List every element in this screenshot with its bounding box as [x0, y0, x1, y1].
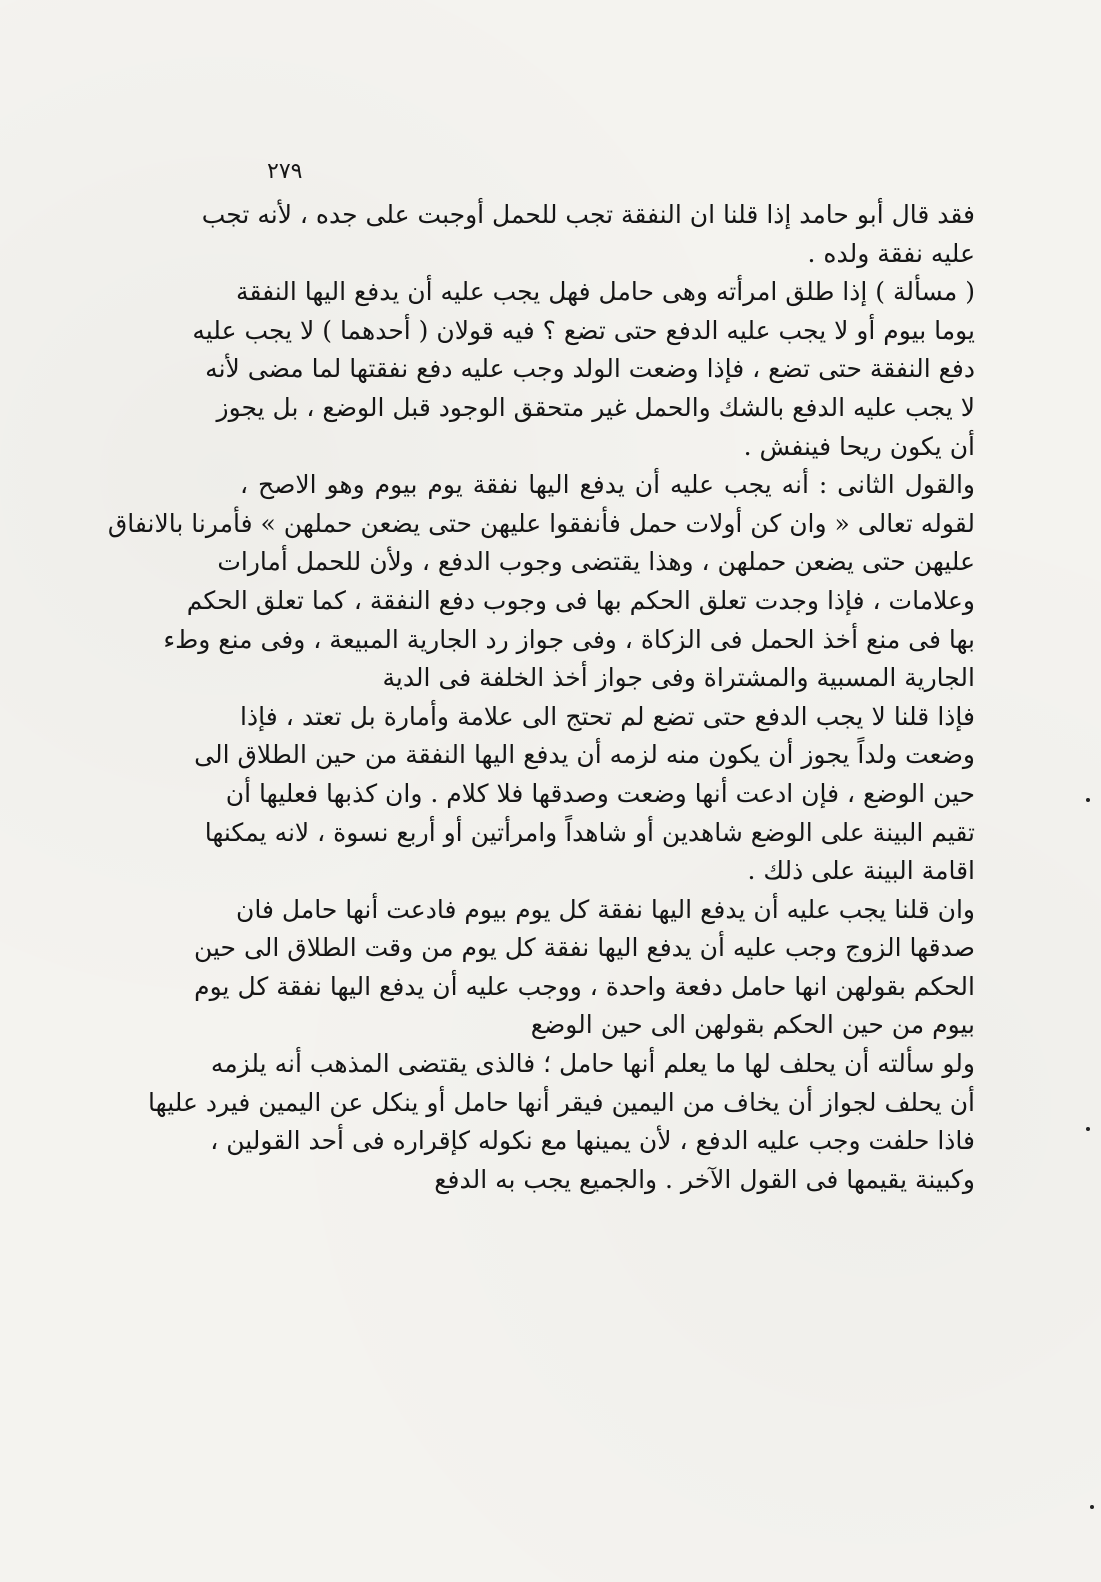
text-line: أن يحلف لجواز أن يخاف من اليمين فيقر أنها حامل أو ينكل عن اليمين فيرد عليها	[148, 1087, 975, 1117]
text-line: وضعت ولداً يجوز أن يكون منه لزمه أن يدفع اليها النفقة من حين الطلاق الى	[194, 740, 975, 770]
text-line: ( مسألة ) إذا طلق امرأته وهى حامل فهل يجب عليه أن يدفع اليها النفقة	[236, 277, 975, 307]
text-line: فقد قال أبو حامد إذا قلنا ان النفقة تجب للحمل أوجبت على جده ، لأنه تجب	[201, 200, 975, 229]
text-line: لقوله تعالى « وان كن أولات حمل فأنفقوا عليهن حتى يضعن حملهن » فأمرنا بالانفاق	[107, 508, 975, 538]
text-line: صدقها الزوج وجب عليه أن يدفع اليها نفقة كل يوم من وقت الطلاق الى حين	[193, 933, 975, 963]
text-line: تقيم البينة على الوضع شاهدين أو شاهداً وامرأتين أو أربع نسوة ، لانه يمكنها	[204, 817, 975, 847]
scan-speck	[1086, 1127, 1090, 1131]
text-line: يوما بيوم أو لا يجب عليه الدفع حتى تضع ؟ فيه قولان ( أحدهما ) لا يجب عليه	[192, 315, 975, 345]
text-line: أن يكون ريحا فينفش .	[743, 431, 975, 461]
text-line: وعلامات ، فإذا وجدت تعلق الحكم بها فى وجوب دفع النفقة ، كما تعلق الحكم	[186, 585, 975, 615]
text-line: عليهن حتى يضعن حملهن ، وهذا يقتضى وجوب الدفع ، ولأن للحمل أمارات	[217, 547, 975, 577]
text-line: عليه نفقة ولده .	[807, 238, 975, 268]
text-line: وان قلنا يجب عليه أن يدفع اليها نفقة كل يوم بيوم فادعت أنها حامل فان	[236, 894, 975, 924]
scan-speck	[1086, 798, 1090, 802]
text-line: بها فى منع أخذ الحمل فى الزكاة ، وفى جواز رد الجارية المبيعة ، وفى منع وطء	[163, 624, 975, 654]
text-line: فإذا قلنا لا يجب الدفع حتى تضع لم تحتج الى علامة وأمارة بل تعتد ، فإذا	[240, 701, 975, 731]
text-line: والقول الثانى : أنه يجب عليه أن يدفع اليها نفقة يوم بيوم وهو الاصح ،	[240, 470, 975, 500]
text-line: الحكم بقولهن انها حامل دفعة واحدة ، ووجب عليه أن يدفع اليها نفقة كل يوم	[194, 971, 975, 1001]
text-line: بيوم من حين الحكم بقولهن الى حين الوضع	[530, 1010, 975, 1040]
text-line: اقامة البينة على ذلك .	[747, 856, 975, 886]
page-number: ٢٧٩	[267, 159, 303, 184]
text-line: دفع النفقة حتى تضع ، فإذا وضعت الولد وجب عليه دفع نفقتها لما مضى لأنه	[205, 354, 975, 384]
scan-speck	[1090, 1505, 1094, 1509]
body-text	[107, 196, 975, 1199]
text-line: الجارية المسبية والمشتراة وفى جواز أخذ الخلفة فى الدية	[382, 663, 975, 693]
text-line: فاذا حلفت وجب عليه الدفع ، لأن يمينها مع نكوله كإقراره فى أحد القولين ،	[210, 1126, 975, 1156]
text-line: لا يجب عليه الدفع بالشك والحمل غير متحقق الوجود قبل الوضع ، بل يجوز	[216, 392, 975, 422]
text-line: ولو سألته أن يحلف لها ما يعلم أنها حامل ؛ فالذى يقتضى المذهب أنه يلزمه	[210, 1049, 975, 1079]
text-line: وكبينة يقيمها فى القول الآخر . والجميع يجب به الدفع	[434, 1164, 975, 1194]
text-line: حين الوضع ، فإن ادعت أنها وضعت وصدقها فلا كلام . وان كذبها فعليها أن	[225, 778, 975, 808]
